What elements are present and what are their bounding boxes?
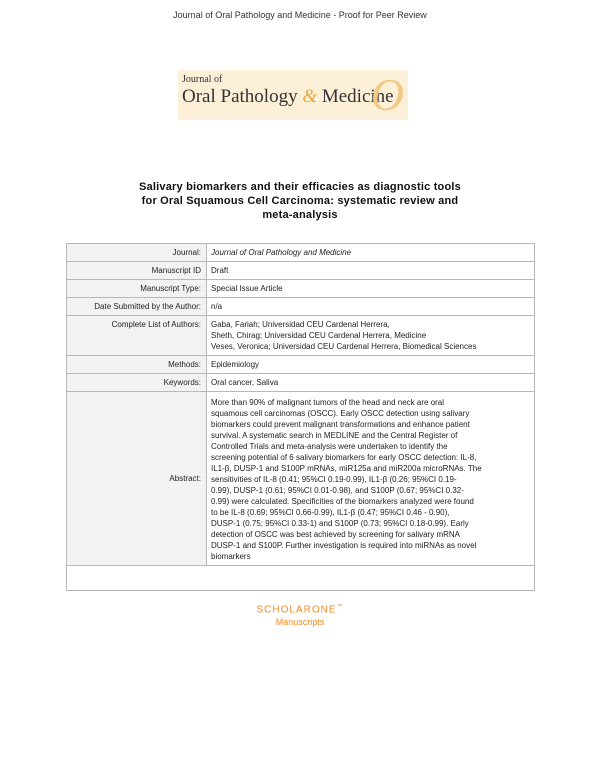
logo-name-part2: Medicine (317, 86, 394, 107)
journal-value: Journal of Oral Pathology and Medicine (207, 244, 535, 262)
title-line: meta-analysis (262, 209, 338, 221)
row-methods (67, 356, 535, 374)
author-line: Sheth, Chirag; Universidad CEU Cardenal Herrera, Medicine (211, 331, 427, 340)
scholarone-subtitle: Manuscripts (275, 617, 325, 628)
abstract-line: biomarkers could prevent malignant transformations and enhance patient (211, 420, 470, 429)
manuscript-type-label: Manuscript Type: (67, 280, 207, 298)
row-journal (67, 244, 535, 262)
abstract-line: squamous cell carcinomas (OSCC). Early OSCC detection using salivary (211, 409, 470, 418)
brand-part2: ONE (311, 604, 337, 616)
row-date-submitted (67, 298, 535, 316)
authors-value (207, 316, 535, 356)
row-authors (67, 316, 535, 356)
manuscript-id-label: Manuscript ID (67, 262, 207, 280)
keywords-label: Keywords: (67, 374, 207, 392)
row-manuscript-type (67, 280, 535, 298)
manuscript-type-value: Special Issue Article (207, 280, 535, 298)
abstract-line: 0.99) were calculated. Specificities of the biomarkers analyzed were found (211, 497, 474, 506)
abstract-line: screening potential of 6 salivary biomarkers for early OSCC detection: IL-8, (211, 453, 477, 462)
abstract-line: Controlled Trials and meta-analysis were undertaken to identify the (211, 442, 448, 451)
title-line: Salivary biomarkers and their efficacies as diagnostic tools (139, 181, 461, 193)
row-empty (67, 566, 535, 591)
journal-logo (178, 70, 408, 120)
logo-mark-icon: O (370, 69, 404, 120)
journal-label: Journal: (67, 244, 207, 262)
abstract-line: detection of OSCC was best achieved by screening for salivary mRNA (211, 530, 460, 539)
logo-ampersand: & (302, 86, 318, 107)
row-abstract (67, 392, 535, 566)
proof-header: Journal of Oral Pathology and Medicine - Proof for Peer Review (173, 10, 427, 20)
authors-label: Complete List of Authors: (67, 316, 207, 356)
abstract-line: DUSP-1 and S100P. Further investigation is required into miRNAs as novel (211, 541, 477, 550)
methods-label: Methods: (67, 356, 207, 374)
logo-line-1: Journal of (182, 74, 223, 85)
abstract-line: IL1-β, DUSP-1 and S100P mRNAs, miR125a and miR200a microRNAs. The (211, 464, 482, 473)
date-submitted-label: Date Submitted by the Author: (67, 298, 207, 316)
abstract-line: to be IL-8 (0.69; 95%CI 0.66-0.99), IL1-β (0.47; 95%CI 0.46 - 0.90), (211, 508, 450, 517)
abstract-line: biomarkers (211, 552, 251, 561)
empty-cell (67, 566, 535, 591)
abstract-line: DUSP-1 (0.75; 95%CI 0.33-1) and S100P (0.73; 95%CI 0.18-0.99). Early (211, 519, 469, 528)
logo-journal-name (182, 86, 394, 108)
logo-name-part1: Oral Pathology (182, 86, 303, 107)
keywords-value: Oral cancer, Saliva (207, 374, 535, 392)
methods-value: Epidemiology (207, 356, 535, 374)
date-submitted-value: n/a (207, 298, 535, 316)
abstract-text (207, 392, 535, 566)
manuscript-id-value: Draft (207, 262, 535, 280)
abstract-line: survival. A systematic search in MEDLINE and the Central Register of (211, 431, 458, 440)
abstract-label: Abstract: (67, 392, 207, 566)
paper-title (100, 180, 500, 222)
abstract-line: 0.99), DUSP-1 (0.61; 95%CI 0.01-0.98), and S100P (0.67; 95%CI 0.32- (211, 486, 464, 495)
abstract-line: More than 90% of malignant tumors of the head and neck are oral (211, 398, 445, 407)
brand-part1: SCHOLAR (256, 604, 312, 616)
row-keywords (67, 374, 535, 392)
abstract-line: sensitivities of IL-8 (0.41; 95%CI 0.19-0.99), IL1-β (0.26; 95%CI 0.19- (211, 475, 457, 484)
title-line: for Oral Squamous Cell Carcinoma: systematic review and (141, 195, 459, 207)
manuscript-metadata-table (66, 243, 535, 591)
trademark-symbol: ™ (336, 604, 344, 610)
scholarone-logo (0, 601, 600, 628)
scholarone-brand (0, 601, 600, 616)
row-manuscript-id (67, 262, 535, 280)
author-line: Gaba, Fariah; Universidad CEU Cardenal Herrera, (211, 320, 390, 329)
author-line: Veses, Veronica; Universidad CEU Cardenal Herrera, Biomedical Sciences (211, 342, 477, 351)
